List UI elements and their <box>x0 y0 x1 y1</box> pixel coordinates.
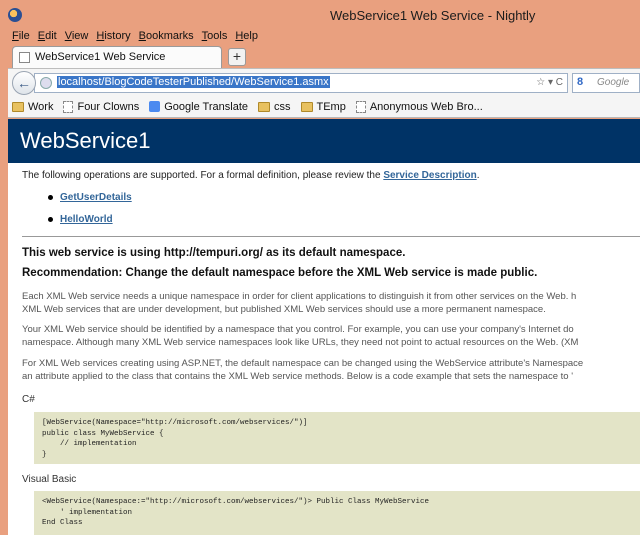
operation-getuserdetails-link[interactable]: GetUserDetails <box>60 192 132 203</box>
folder-icon <box>301 102 313 112</box>
window-title: WebService1 Web Service - Nightly <box>330 8 536 23</box>
window-titlebar <box>0 0 640 30</box>
bookmark-css[interactable] <box>258 101 291 113</box>
menu-file[interactable]: File <box>12 30 30 42</box>
intro-text <box>22 170 479 181</box>
google-icon <box>149 101 160 112</box>
search-engine-icon[interactable]: 8 <box>577 76 584 88</box>
menu-view[interactable]: View <box>64 30 89 42</box>
tab-label: WebService1 Web Service <box>35 51 166 63</box>
bookmark-temp[interactable] <box>301 101 346 113</box>
navigation-bar <box>8 68 640 96</box>
bookmark-label: Anonymous Web Bro... <box>369 100 483 113</box>
intro-period: . <box>476 170 480 181</box>
tab-webservice1[interactable] <box>12 46 222 68</box>
folder-icon <box>258 102 270 112</box>
bookmark-work[interactable] <box>12 101 53 113</box>
site-identity-icon[interactable] <box>40 77 52 89</box>
page-icon <box>63 101 73 113</box>
namespace-notice: This web service is using http://tempuri.org/ as its default namespace. <box>22 247 406 259</box>
folder-icon <box>12 102 24 112</box>
url-bar-controls[interactable]: ☆ ▾ C <box>536 77 563 88</box>
paragraph-line: an attribute applied to the class that contains the XML Web service methods. Below is a code example that sets the namespace to ' <box>22 371 574 382</box>
recommendation-notice: Recommendation: Change the default namespace before the XML Web service is made public. <box>22 267 538 279</box>
page-favicon-icon <box>19 52 30 63</box>
bookmark-google-translate[interactable] <box>149 101 248 113</box>
heading-banner <box>8 119 640 163</box>
paragraph-line: For XML Web services creating using ASP.NET, the default namespace can be changed using the WebService attribute's Namespace <box>22 358 584 369</box>
url-text[interactable]: localhost/BlogCodeTesterPublished/WebService1.asmx <box>58 76 329 88</box>
csharp-label: C# <box>22 394 35 405</box>
search-box[interactable] <box>572 73 640 93</box>
url-bar[interactable] <box>34 73 568 93</box>
menu-history[interactable]: History <box>96 30 131 42</box>
bookmark-label: TEmp <box>316 100 346 113</box>
menu-help[interactable]: Help <box>235 30 258 42</box>
back-arrow-icon: ← <box>17 75 31 91</box>
menu-bookmarks[interactable]: Bookmarks <box>138 30 194 42</box>
bookmark-anonymous-web-browser[interactable] <box>356 101 483 113</box>
bookmark-label: Work <box>28 100 54 113</box>
service-description-link[interactable]: Service Description <box>383 170 477 181</box>
operation-helloworld-link[interactable]: HelloWorld <box>60 214 113 225</box>
menu-tools[interactable]: Tools <box>201 30 228 42</box>
bookmark-label: Four Clowns <box>77 100 140 113</box>
paragraph-unique-namespace <box>22 290 576 316</box>
paragraph-line: XML Web services that are under development, but published XML Web services should use a more permanent namespace. <box>22 304 546 315</box>
back-button[interactable] <box>12 71 36 95</box>
menu-bar <box>8 30 262 45</box>
paragraph-line: Your XML Web service should be identified by a namespace that you control. For example, you can use your company's Internet do <box>22 324 574 335</box>
intro-sentence: The following operations are supported. For a formal definition, please review the <box>22 170 381 181</box>
paragraph-line: Each XML Web service needs a unique namespace in order for client applications to distinguish it from other services on the Web. h <box>22 291 577 302</box>
new-tab-button[interactable]: + <box>228 48 246 66</box>
divider <box>22 236 640 237</box>
page-icon <box>356 101 366 113</box>
tab-strip <box>8 46 640 68</box>
menu-edit[interactable]: Edit <box>37 30 57 42</box>
csharp-code-block: [WebService(Namespace="http://microsoft.com/webservices/")] public class MyWebService { // implementation } <box>34 412 640 464</box>
bookmark-label: css <box>274 100 291 113</box>
page-title: WebService1 <box>20 128 151 153</box>
visual-basic-code-block: <WebService(Namespace:="http://microsoft.com/webservices/")> Public Class MyWebService ' implementation End Class <box>34 491 640 535</box>
nightly-app-icon[interactable] <box>8 8 22 22</box>
bookmarks-bar <box>8 96 640 118</box>
bookmark-label: Google Translate <box>164 100 248 113</box>
paragraph-identify-namespace <box>22 323 578 349</box>
bookmark-four-clowns[interactable] <box>63 101 139 113</box>
search-placeholder: Google <box>597 77 630 88</box>
paragraph-aspnet-namespace <box>22 357 583 383</box>
page-content[interactable] <box>8 119 640 535</box>
visual-basic-label: Visual Basic <box>22 474 77 485</box>
paragraph-line: namespace. Although many XML Web service namespaces look like URLs, they need not point to actual resources on the Web. (XM <box>22 337 579 348</box>
